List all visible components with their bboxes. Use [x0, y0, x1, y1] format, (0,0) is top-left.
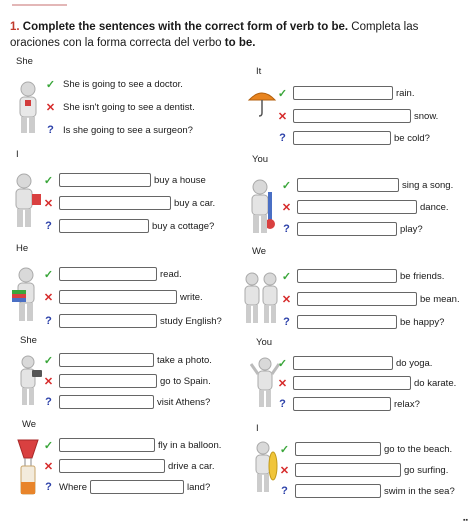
answer-input[interactable]	[293, 397, 391, 411]
answer-row-negative	[42, 459, 214, 473]
question-icon: ?	[45, 396, 52, 408]
answer-row-negative	[280, 292, 460, 306]
sentence-ending: fly in a balloon.	[158, 439, 222, 451]
friends-figure-icon	[240, 270, 282, 326]
cross-icon: ✕	[43, 375, 54, 388]
subject-label: I	[256, 423, 259, 434]
check-icon: ✓	[43, 268, 54, 281]
question-icon: ?	[283, 316, 290, 328]
check-icon: ✓	[277, 87, 288, 100]
answer-row-question	[42, 219, 214, 233]
sentence-ending: swim in the sea?	[384, 485, 455, 497]
answer-row-affirmative	[278, 442, 452, 456]
subject-label: You	[256, 337, 273, 348]
answer-input[interactable]	[90, 480, 184, 494]
answer-input[interactable]	[59, 173, 151, 187]
sentence-ending: buy a car.	[174, 197, 216, 209]
sentence-ending: take a photo.	[157, 354, 212, 366]
answer-row-affirmative	[276, 356, 432, 370]
subject-label: She	[20, 335, 37, 346]
answer-row-affirmative	[280, 178, 453, 192]
check-icon: ✓	[43, 174, 54, 187]
question-icon: ?	[279, 398, 286, 410]
sentence-ending: do yoga.	[396, 357, 433, 369]
answer-row-negative	[278, 463, 448, 477]
answer-input[interactable]	[293, 109, 411, 123]
cross-icon: ✕	[279, 464, 290, 477]
answer-row-question	[280, 315, 444, 329]
answer-row-affirmative	[280, 269, 444, 283]
answer-input[interactable]	[59, 459, 165, 473]
check-icon: ✓	[281, 179, 292, 192]
instruction-spanish: Completa las oraciones con la forma correcta del verbo	[10, 21, 419, 49]
question-icon: ?	[45, 220, 52, 232]
sentence-ending: relax?	[394, 398, 420, 410]
answer-input[interactable]	[59, 353, 154, 367]
surfer-figure-icon	[248, 440, 280, 496]
sentence-ending: land?	[186, 481, 211, 493]
subject-label: We	[252, 246, 267, 257]
instruction-heading	[10, 19, 470, 51]
umbrella-icon	[246, 86, 278, 118]
answer-input[interactable]	[59, 290, 177, 304]
top-decoration-line	[12, 4, 67, 6]
subject-label: He	[16, 243, 29, 254]
answer-row-negative	[42, 290, 203, 304]
hot-air-balloon-icon	[12, 436, 44, 498]
sentence-ending: be cold?	[394, 132, 430, 144]
cross-icon: ✕	[277, 377, 288, 390]
sentence-ending: be mean.	[420, 293, 460, 305]
sentence-ending: dance.	[420, 201, 449, 213]
answer-row-affirmative	[276, 86, 414, 100]
answer-input[interactable]	[293, 131, 391, 145]
subject-label: I	[16, 149, 19, 160]
answer-input[interactable]	[293, 86, 393, 100]
answer-row-negative	[280, 200, 449, 214]
sentence-ending: read.	[160, 268, 182, 280]
answer-input[interactable]	[59, 219, 149, 233]
books-figure-icon	[8, 266, 44, 324]
instruction-english: Complete the sentences with the correct form of verb to be.	[22, 21, 349, 33]
sentence-ending: study English?	[160, 315, 222, 327]
check-icon: ✓	[277, 357, 288, 370]
statement-row-negative	[44, 101, 195, 114]
answer-row-question	[42, 395, 210, 409]
check-icon: ✓	[45, 79, 56, 91]
answer-input[interactable]	[297, 222, 397, 236]
sentence-ending: buy a cottage?	[152, 220, 215, 232]
answer-input[interactable]	[295, 463, 401, 477]
answer-row-affirmative	[42, 173, 206, 187]
sentence-ending: do karate.	[414, 377, 457, 389]
exercise-number: 1.	[10, 21, 20, 33]
sentence-ending: go to Spain.	[160, 375, 211, 387]
sentence-ending: be friends.	[400, 270, 445, 282]
answer-row-question	[276, 397, 420, 411]
question-icon: ?	[283, 223, 290, 235]
sentence-text: Is she going to see a surgeon?	[63, 124, 193, 136]
subject-label: We	[22, 419, 37, 430]
answer-input[interactable]	[297, 178, 399, 192]
question-icon: ?	[45, 315, 52, 327]
answer-input[interactable]	[297, 200, 417, 214]
question-icon: ?	[45, 481, 52, 493]
check-icon: ✓	[43, 354, 54, 367]
answer-input[interactable]	[59, 395, 154, 409]
cross-icon: ✕	[43, 460, 54, 473]
answer-row-negative	[42, 374, 211, 388]
sentence-ending: buy a house	[154, 174, 206, 186]
question-icon: ?	[47, 124, 54, 136]
answer-input[interactable]	[297, 269, 397, 283]
cross-icon: ✕	[281, 293, 292, 306]
cross-icon: ✕	[43, 291, 54, 304]
answer-row-affirmative	[42, 438, 221, 452]
sentence-ending: drive a car.	[168, 460, 215, 472]
answer-input[interactable]	[293, 376, 411, 390]
answer-row-question	[278, 484, 455, 498]
answer-row-question	[42, 314, 222, 328]
camera-figure-icon	[12, 354, 44, 408]
sentence-text: She is going to see a doctor.	[63, 79, 183, 90]
sentence-text: She isn't going to see a dentist.	[63, 102, 195, 113]
answer-input[interactable]	[293, 356, 393, 370]
sentence-ending: play?	[400, 223, 423, 235]
check-icon: ✓	[279, 443, 290, 456]
answer-row-affirmative	[42, 353, 212, 367]
answer-input[interactable]	[59, 438, 155, 452]
subject-label: You	[252, 154, 269, 165]
answer-input[interactable]	[59, 267, 157, 281]
cross-icon: ✕	[281, 201, 292, 214]
answer-input[interactable]	[297, 292, 417, 306]
sentence-prefix: Where	[59, 481, 87, 493]
sentence-ending: write.	[180, 291, 203, 303]
sentence-ending: visit Athens?	[157, 396, 211, 408]
instruction-spanish-bold: to be.	[224, 37, 256, 49]
answer-input[interactable]	[59, 314, 157, 328]
answer-input[interactable]	[297, 315, 397, 329]
subject-label: It	[256, 66, 262, 77]
check-icon: ✓	[43, 439, 54, 452]
answer-row-affirmative	[42, 267, 182, 281]
sentence-ending: be happy?	[400, 316, 445, 328]
answer-input[interactable]	[59, 374, 157, 388]
cross-icon: ✕	[45, 102, 56, 114]
check-icon: ✓	[281, 270, 292, 283]
answer-input[interactable]	[295, 442, 381, 456]
answer-row-negative	[276, 376, 456, 390]
sentence-ending: rain.	[396, 87, 415, 99]
answer-row-question	[276, 131, 430, 145]
statement-row-question	[44, 124, 193, 136]
corner-mark: ▪▪	[463, 517, 468, 524]
cross-icon: ✕	[277, 110, 288, 123]
cross-icon: ✕	[43, 197, 54, 210]
sentence-ending: go to the beach.	[384, 443, 453, 455]
doctor-figure-icon	[10, 80, 46, 136]
answer-row-question	[42, 480, 210, 494]
answer-row-negative	[276, 109, 438, 123]
answer-row-negative	[42, 196, 215, 210]
musician-figure-icon	[246, 178, 282, 236]
question-icon: ?	[279, 132, 286, 144]
sentence-ending: snow.	[414, 110, 439, 122]
answer-row-question	[280, 222, 423, 236]
answer-input[interactable]	[59, 196, 171, 210]
sentence-ending: go surfing.	[404, 464, 449, 476]
shopping-figure-icon	[8, 172, 44, 230]
statement-row-affirmative	[44, 78, 183, 91]
answer-input[interactable]	[295, 484, 381, 498]
sentence-ending: sing a song.	[402, 179, 454, 191]
subject-label: She	[16, 56, 33, 67]
question-icon: ?	[281, 485, 288, 497]
